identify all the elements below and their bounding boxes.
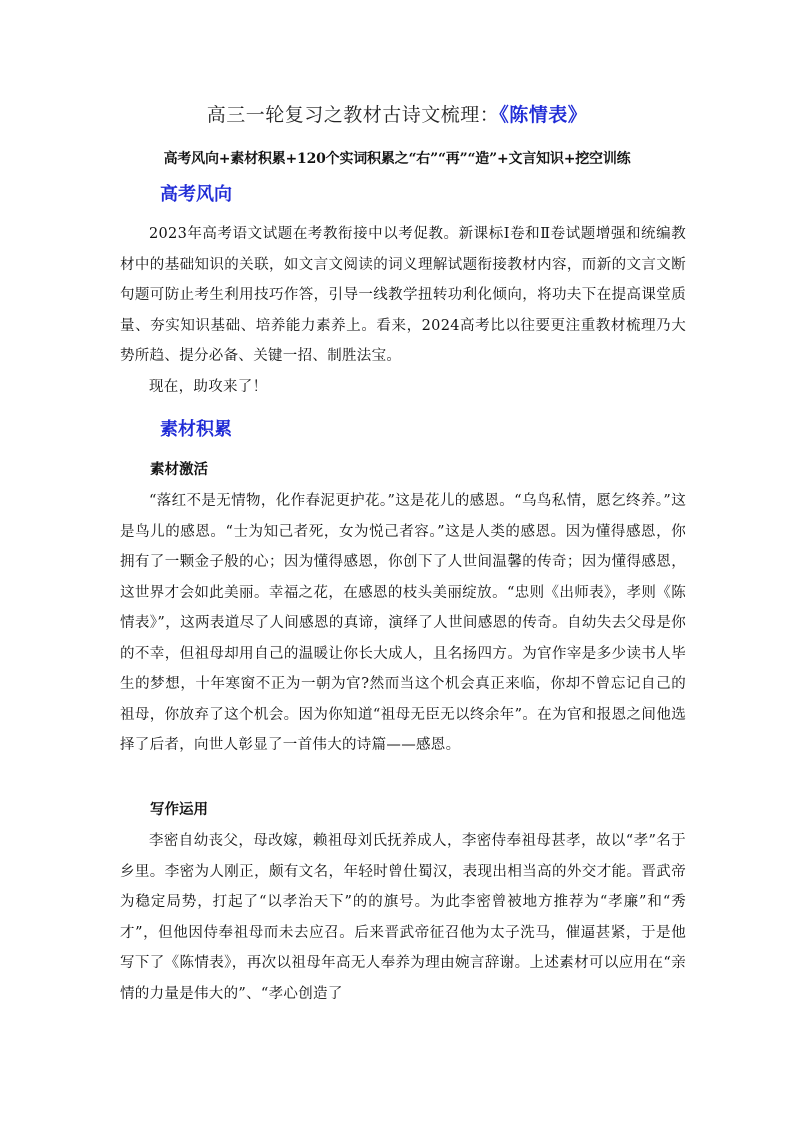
section-heading-sucai-jilei: 素材积累 [160,419,232,440]
section-body-sucai-jihuo [120,486,686,761]
subheading-sucai-jihuo: 素材激活 [150,462,208,478]
section-body-xiezuo-yunyong [120,826,686,1009]
paragraph: 李密自幼丧父，母改嫁，赖祖母刘氏抚养成人，李密侍奉祖母甚孝，故以“孝”名于乡里。李密为人刚正，颇有文名，年轻时曾仕蜀汉，表现出相当高的外交才能。晋武帝为稳定局势，打起了“以孝治天下”的的旗号。为此李密曾被地方推荐为“孝廉”和“秀才”，但他因侍奉祖母而未去应召。后来晋武帝征召他为太子洗马，催逼甚紧，于是他写下了《陈情表》，再次以祖母年高无人奉养为理由婉言辞谢。上述素材可以应用在“亲情的力量是伟大的”、“孝心创造了 [120,833,686,1002]
title-emphasis: 《陈情表》 [499,104,588,126]
section-heading-gaokao-fengxiang: 高考风向 [160,184,232,205]
section-body-gaokao-fengxiang [120,219,686,402]
subheading-xiezuo-yunyong: 写作运用 [150,802,208,818]
page-subtitle: 高考风向+素材积累+120个实词积累之“右”“再”“造”+文言知识+挖空训练 [163,151,631,167]
paragraph: “落红不是无情物，化作春泥更护花。”这是花儿的感恩。“乌鸟私情，愿乞终养。”这是鸟儿的感恩。“士为知己者死，女为悦己者容。”这是人类的感恩。因为懂得感恩，你拥有了一颗金子般的心；因为懂得感恩，你创下了人世间温馨的传奇；因为懂得感恩，这世界才会如此美丽。幸福之花，在感恩的枝头美丽绽放。“忠则《出师表》，孝则《陈情表》”，这两表道尽了人间感恩的真谛，演绎了人世间感恩的传奇。自幼失去父母是你的不幸，但祖母却用自己的温暖让你长大成人，且名扬四方。为官作宰是多少读书人毕生的梦想，十年寒窗不正为一朝为官?然而当这个机会真正来临，你却不曾忘记自己的祖母，你放弃了这个机会。因为你知道“祖母无臣无以终余年”。在为官和报恩之间他选择了后者，向世人彰显了一首伟大的诗篇——感恩。 [120,493,686,753]
paragraph: 2023年高考语文试题在考教衔接中以考促教。新课标Ⅰ卷和Ⅱ卷试题增强和统编教材中的基础知识的关联，如文言文阅读的词义理解试题衔接教材内容，而新的文言文断句题可防止考生利用技巧作答，引导一线教学扭转功利化倾向，将功夫下在提高课堂质量、夯实知识基础、培养能力素养上。看来，2024高考比以往要更注重教材梳理乃大势所趋、提分必备、关键一招、制胜法宝。 [120,226,686,364]
title-prefix: 高三一轮复习之教材古诗文梳理： [206,104,500,126]
page-title [0,101,794,129]
paragraph: 现在，助攻来了！ [149,378,268,395]
